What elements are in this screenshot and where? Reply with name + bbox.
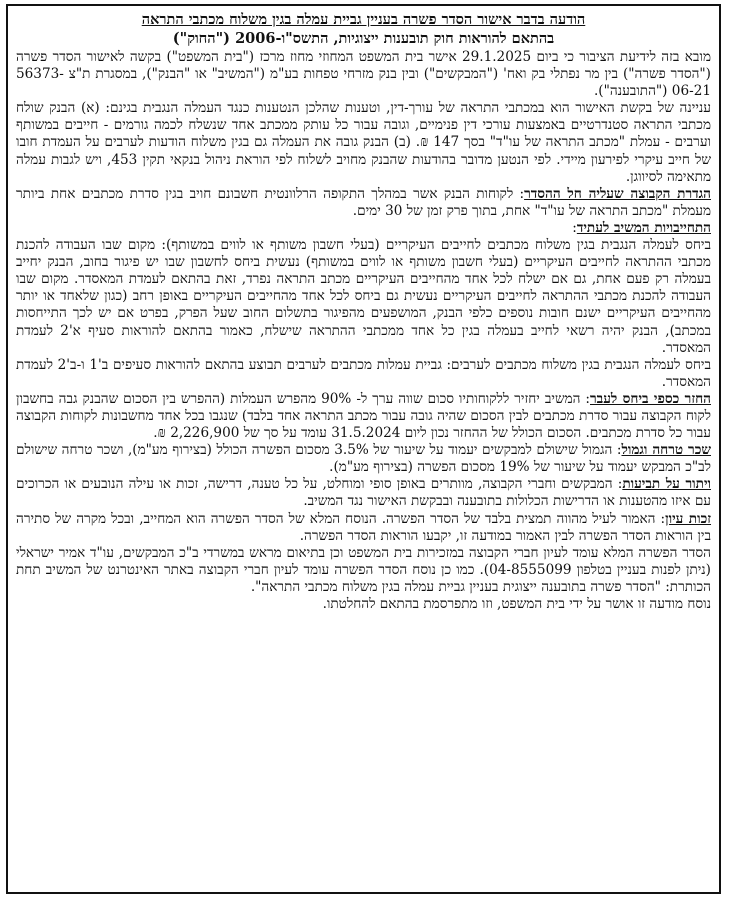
paragraph-text: הסדר הפשרה המלא עומד לעיון חברי הקבוצה במזכירות בית המשפט וכן בתיאום מראש במשרדי ב"כ המבקשים, עו"ד אמיר ישראלי (ניתן לפנות בעניין בטלפון 04-8555099). כמו כן נוסח הסדר הפשרה עומד לעיון חברי הקבוצה באתר האינטרנט של המשיב תחת הכותרת: "הסדר פשרה בתובענה ייצוגית בעניין גביית עמלה בגין משלוח מכתבי התראה". <box>16 544 711 595</box>
notice-body <box>16 49 711 613</box>
section-heading: זכות עיון <box>665 510 712 527</box>
paragraph-waiver <box>16 476 711 510</box>
paragraph-main-debtors <box>16 237 711 357</box>
paragraph-text: ביחס לעמלה הנגבית בגין משלוח מכתבים לערבים: גביית עמלות מכתבים לערבים תבוצע בהתאם להוראות סעיפים ב'1 ו-ב'2 לעמדת המאסדר. <box>16 356 711 390</box>
paragraph-future-obligations <box>16 220 711 237</box>
paragraph-text: : המבקשים וחברי הקבוצה, מוותרים באופן סופי ומוחלט, על כל טענה, דרישה, זכות או עילה הנובעים או הכרוכים עם איזו מהטענות או הדרישות הכלולות בתובענה ובבקשת האישור נגד המשיב. <box>16 476 711 510</box>
paragraph-class-definition <box>16 186 711 220</box>
legal-notice <box>6 4 721 894</box>
paragraph-text: : <box>572 219 577 236</box>
paragraph-text: ביחס לעמלה הנגבית בגין משלוח מכתבים לחייבים העיקריים (בעלי חשבון משותף או לווים במשותף): מקום שבו העבודה להכנת מכתבי ההתראה לחייבים העיקריים (בעלי חשבון משותף או לווים במשותף) נעשית ביחס לחשבון שבו יש פיגור בחוב, הבנק יחייב בעמלה רק פעם אחת, גם אם ישלח לכל אחד מהחייבים העיקריים מכתב התראה נפרד, זאת בהתאם לעמדת המאסדר. מקום שבו העבודה להכנת מכתבי ההתראה לחייבים העיקריים נעשית גם ביחס לכל אחד מהחייבים העיקריים באופן רחב (כגון שלאחד או יותר מהחייבים העיקריים ישנם חובות נוספים כלפי הבנק, המושפעים מהפיגור בתשלום החוב שעל הפרק, בפרט אם יש לכך התייחסות במכתב), הבנק יהיה רשאי לחייב בעמלה בגין כל אחד ממכתבי ההתראה שישלח, כאמור בהתאם להוראות סעיף א'2 לעמדת המאסדר. <box>16 237 711 356</box>
paragraph-text: : לקוחות הבנק אשר במהלך התקופה הרלוונטית חשבונם חויב בגין סדרת מכתבים אחת ביותר מעמלת "מכתב התראה של עו"ד" אחת, בתוך פרק זמן של 30 ימים. <box>16 185 711 219</box>
section-heading: שכר טרחה וגמול <box>621 442 711 459</box>
paragraph-intro <box>16 49 711 100</box>
paragraph-text: מובא בזה לידיעת הציבור כי ביום 29.1.2025 אישר בית המשפט המחוזי מחוז מרכז ("בית המשפט") בקשה לאישור הסדר פשרה ("הסדר פשרה") בין מר נפתלי בק ואח' ("המבקשים") ובין בנק מזרחי טפחות בע"מ ("המשיב" או "הבנק"), במסגרת ת"צ 56373-06-21 ("התובענה"). <box>16 49 711 100</box>
section-heading: התחייבויות המשיב לעתיד <box>576 219 711 236</box>
paragraph-full-settlement <box>16 545 711 596</box>
paragraph-guarantors <box>16 357 711 391</box>
paragraph-text: עניינה של בקשת האישור הוא במכתבי התראה של עורך-דין, וטענות שהלכן הנטענות כנגד העמלה הנגבית בגינם: (א) הבנק שולח מכתבי התראה סטנדרטיים באמצעות עורכי דין פנימיים, וגובה עבור כל עותק ממכתב אחד שנשלח לכמה גורמים - חייבים במשותף וערבים - עמלת "מכתב התראה של עו"ד" בסך 147 ₪. (ב) הבנק גובה את העמלה גם בגין משלוח הודעות לערבים על העמדת חובו של חייב עיקרי לפירעון מיידי. לפי הנטען מדובר בהודעות שהבנק מחויב לשלוח לפי הוראת ניהול בנקאי תקין 453, ויש לגבות עמלה מתאימה לסיווגן. <box>16 100 712 185</box>
paragraph-refund <box>16 391 711 442</box>
section-heading: ויתור על תביעות <box>622 476 711 493</box>
paragraph-inspection-right <box>16 511 711 545</box>
paragraph-text: נוסח מודעה זו אושר על ידי בית המשפט, וזו מתפרסמת בהתאם להחלטתו. <box>322 596 711 612</box>
paragraph-text: : הגמול שישולם למבקשים יעמוד על שיעור של 3.5% מסכום הפשרה הכולל (בצירוף מע"מ), ושכר טרחה שישולם לב"כ המבקש יעמוד על שיעור של 19% מסכום הפשרה (בצירוף מע"מ). <box>16 442 711 476</box>
paragraph-approval <box>16 596 711 613</box>
paragraph-fees <box>16 442 711 476</box>
paragraph-text: : המשיב יחזיר ללקוחותיו סכום שווה ערך ל- 90% מהפרש העמלות (ההפרש בין הסכום שהבנק גבה בחשבון לקוח הקבוצה עבור סדרת מכתבים לבין הסכום שהיה גובה עבור מכתב התראה אחד בלבד) שנגבו בכל אחד מחשבונות לקוחות הקבוצה עבור כל סדרת מכתבים. הסכום הכולל של ההחזר נכון ליום 31.5.2024 עומד על סך של 2,226,900 ₪. <box>16 390 711 442</box>
section-heading: החזר כספי ביחס לעבר <box>590 390 711 407</box>
paragraph-claims <box>16 100 711 185</box>
notice-title: הודעה בדבר אישור הסדר פשרה בעניין גביית עמלה בגין משלוח מכתבי התראה <box>141 11 586 28</box>
section-heading: הגדרת הקבוצה שעליה חל ההסדר <box>524 185 711 202</box>
paragraph-text: : האמור לעיל מהווה תמצית בלבד של הסדר הפשרה. הנוסח המלא של הסדר הפשרה הוא המחייב, ובכל מקרה של סתירה בין הוראות הסדר הפשרה לבין האמור במודעה זו, יקבעו הוראות הסדר הפשרה. <box>16 510 711 544</box>
notice-subtitle: בהתאם להוראות חוק תובענות ייצוגיות, התשס"ו-2006 ("החוק") <box>172 30 555 47</box>
notice-header <box>16 10 711 48</box>
